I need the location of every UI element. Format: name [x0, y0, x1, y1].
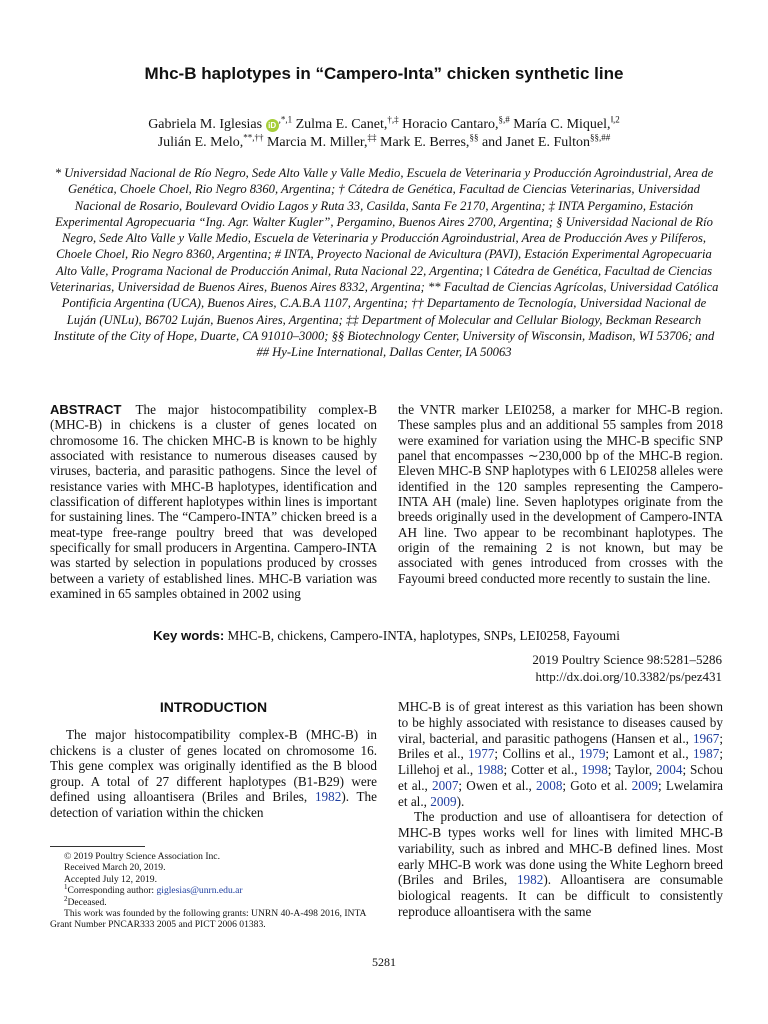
author-name: Mark E. Berres,	[380, 135, 470, 150]
intro-text: MHC-B is of great interest as this variation has been shown to be highly associated with resistance to diseases caused by viral, bacterial, and parasitic pathogens (Hansen et al.,	[398, 699, 723, 746]
corresponding-label: Corresponding author:	[67, 885, 157, 897]
intro-text: ). Alloantisera are consumable biological reagents. It can be difficult to consistently reproduce alloantisera with the same	[398, 872, 724, 919]
author-affil-marker: §,#	[498, 114, 510, 125]
ref-separator: ).	[456, 793, 465, 809]
paper-title: Mhc-B haplotypes in “Campero-Inta” chicken synthetic line	[144, 64, 624, 83]
ref-separator: ; Schou et al.,	[398, 762, 723, 793]
reference-link[interactable]: 1982	[516, 872, 544, 888]
affiliations: * Universidad Nacional de Río Negro, Sede Alto Valle y Valle Medio, Escuela de Veterinaria y Producción Agroindustrial, Area de Genética, Choele Choel, Rio Negro 8360, Argentina; † Cátedra de Genética, Facultad de Ciencias Veterinarias, Universidad Nacional de Rosario, Boulevard Ovidio Lagos y Ruta 33, Casilda, Santa Fe 2170, Argentina; ‡ INTA Pergamino, Estación Experimental Agropecuaria “Ing. Agr. Walter Kugler”, Pergamino, Buenos Aires 2700, Argentina; § Universidad Nacional de Río Negro, Sede Alto Valle y Valle Medio, Escuela de Veterinaria y Producción Agroindustrial, Area de Producción Aves y Pilíferos, Choele Choel, Rio Negro 8360, Argentina; # INTA, Proyecto Nacional de Avicultura (PAVI), Estación Experimental Agropecuaria Alto Valle, Programa Nacional de Producción Animal, Ruta Nacional 22, Argentina; ‖ Cátedra de Genética, Facultad de Ciencias Veterinarias, Universidad de Buenos Aires, Buenos Aires 8332, Argentina; ** Facultad de Ciencias Agrícolas, Universidad Católica Pontificia Argentina (UCA), Buenos Aires, C.A.B.A 1107, Argentina; †† Departamento de Tecnología, Universidad Nacional de Luján (UNLu), B6702 Luján, Buenos Aires, Argentina; ‡‡ Department of Molecular and Cellular Biology, Beckman Research Institute of the City of Hope, Duarte, CA 91010–3000; §§ Biotechnology Center, University of Wisconsin, Madison, WI 53706; and ## Hy-Line International, Dallas Center, IA 50063	[49, 166, 719, 360]
author-affil-marker: §§	[469, 132, 479, 143]
keywords-text: MHC-B, chickens, Campero-INTA, haplotypes, SNPs, LEI0258, Fayoumi	[227, 628, 620, 643]
orcid-icon[interactable]: iD	[266, 119, 279, 132]
corresponding-author-note: $^1$Corresponding author: giglesias@unrn.edu.ar	[64, 883, 243, 897]
introduction-left	[50, 727, 377, 821]
author-name: Marcia M. Miller,	[266, 135, 368, 150]
deceased-text: Deceased.	[67, 896, 107, 908]
accepted-date: Accepted July 12, 2019.	[64, 873, 157, 885]
ref-separator: ; Cotter et al.,	[503, 762, 582, 777]
author-affil-marker: ,*,1	[278, 114, 293, 125]
ref-separator: ; Goto et al.	[562, 777, 632, 793]
ref-separator: ; Lamont et al.,	[605, 746, 693, 762]
author-affil-marker: §§,##	[590, 132, 611, 143]
reference-link[interactable]: 1998	[581, 762, 608, 777]
reference-link[interactable]: 2004	[656, 762, 683, 777]
intro-paragraph	[398, 809, 723, 919]
keywords-label: Key words:	[153, 628, 225, 643]
abstract-text: The major histocompatibility complex-B (MHC-B) in chickens is a cluster of genes located on chromosome 16. The chicken MHC-B is known to be highly associated with resistance to numerous diseases caused by viruses, bacteria, and parasitic pathogens. Since the level of resistance varies with MHC-B haplotypes, identification and classification of different haplotypes within lines is important for sustaining lines. The “Campero-INTA” chicken breed is a meat-type free-range poultry breed that was developed specifically for small producers in Argentina. Campero-INTA was started by selection in populations produced by crosses between a variety of established lines. MHC-B variation was examined in 65 samples obtained in 2002 using	[50, 402, 377, 602]
reference-link[interactable]: 2007	[432, 777, 459, 793]
citation-block	[532, 652, 722, 685]
author-affil-marker: **,††	[243, 132, 264, 143]
reference-link[interactable]: 1979	[579, 746, 606, 762]
keywords	[50, 628, 723, 644]
ref-separator: ; Owen et al.,	[458, 777, 537, 793]
introduction-right	[398, 699, 723, 920]
footnotes	[50, 851, 380, 931]
journal-citation: 2019 Poultry Science 98:5281–5286	[532, 652, 722, 667]
deceased-note: $^2$Deceased.	[64, 894, 107, 908]
intro-text: The production and use of alloantisera for detection of MHC-B types works well for lines with limited MHC-B variability, such as inbred and MHC-B defined lines. Most early MHC-B work was done using the White Leghorn breed (Briles and Briles,	[398, 809, 723, 888]
funding-note: This work was founded by the following grants: UNRN 40-A-498 2016, INTA Grant Number PNCAR333 2005 and PICT 2006 01383.	[50, 908, 366, 931]
reference-link[interactable]: 1988	[477, 762, 504, 777]
abstract-right	[398, 402, 723, 586]
abstract-text-continued: the VNTR marker LEI0258, a marker for MHC-B region. These samples plus and an additional 55 samples from 2018 were examined for variation using the MHC-B specific SNP panel that encompasses ∼230,000 bp of the MHC-B region. Eleven MHC-B SNP haplotypes with 6 LEI0258 alleles were identified in the 120 samples representing the Campero-INTA AH (male) line. Seven haplotypes originate from the breeds originally used in the development of Campero-INTA AH line. Two appear to be recombinant haplotypes. The origin of the remaining 2 is not known, but may be associated with genes introduced from crosses with the Fayoumi breed conducted more recently to sustain the line.	[398, 402, 723, 586]
author-affil-marker: ‖,2	[610, 114, 620, 125]
author-name: Zulma E. Canet,	[295, 117, 388, 132]
ref-separator: ; Lwelamira et al.,	[398, 777, 723, 809]
introduction-heading: INTRODUCTION	[159, 699, 268, 715]
received-date: Received March 20, 2019.	[64, 862, 166, 874]
footnote-divider	[50, 846, 145, 847]
reference-link[interactable]: 2008	[536, 777, 563, 793]
author-affil-marker: †,‡	[387, 114, 399, 125]
reference-link[interactable]: 1987	[692, 746, 720, 762]
author-affil-marker: ‡‡	[367, 132, 377, 143]
intro-text: ). The detection of variation within the chicken	[50, 789, 377, 820]
author-name: Gabriela M. Iglesias	[148, 117, 263, 132]
reference-link[interactable]: 2009	[631, 777, 658, 793]
abstract-heading: ABSTRACT	[50, 402, 122, 417]
email-link[interactable]: giglesias@unrn.edu.ar	[156, 885, 243, 897]
doi-link[interactable]: http://dx.doi.org/10.3382/ps/pez431	[535, 668, 722, 684]
ref-separator: ; Taylor,	[607, 762, 657, 777]
intro-paragraph	[398, 699, 723, 809]
author-name: Julián E. Melo,	[157, 135, 244, 150]
page-number: 5281	[372, 955, 396, 969]
author-name: and Janet E. Fulton	[481, 135, 591, 150]
reference-link[interactable]: 1977	[468, 746, 495, 762]
ref-separator: ; Collins et al.,	[494, 746, 580, 762]
ref-separator: ; Briles et al.,	[398, 730, 723, 762]
ref-separator: ; Lillehoj et al.,	[398, 746, 723, 777]
author-name: Horacio Cantaro,	[402, 117, 499, 132]
copyright-note: © 2019 Poultry Science Association Inc.	[64, 851, 220, 862]
abstract-left	[50, 402, 377, 601]
reference-link[interactable]: 2009	[430, 793, 457, 809]
reference-link[interactable]: 1967	[692, 730, 720, 746]
intro-text: The major histocompatibility complex-B (MHC-B) in chickens is a cluster of genes located on chromosome 16. This gene complex was originally identified as the B blood group. A total of 27 different haplotypes (B1-B29) were defined using alloantisera (Briles and Briles,	[50, 727, 377, 805]
reference-link[interactable]: 1982	[314, 789, 342, 805]
author-name: María C. Miquel,	[513, 117, 611, 132]
author-list	[60, 116, 708, 152]
